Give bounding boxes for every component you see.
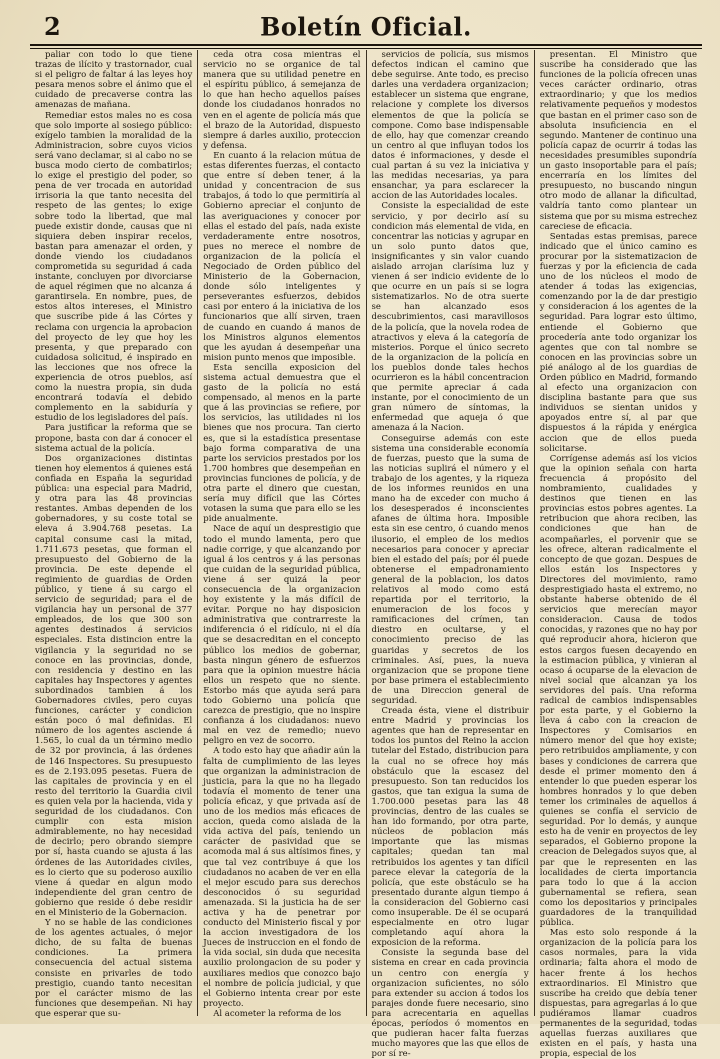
paragraph: Esta sencilla exposicion del sistema actual demuestra que el gasto de la policía no está compensado, al menos en la parte que á las provincias se refiere, por los servicios, las utilidades ni los bienes que nos procura. Tan cierto es, que si la estadística presentase bajo forma comparativa de una parte los servicios prestados por los 1.700 hombres que desempeñan en provincias funciones de policía, y de otra parte el dinero que cuestan, sería muy difícil que las Córtes votasen la suma que para ello se les pide anualmente. <box>203 362 361 525</box>
paragraph: Consiste la especialidad de este servicio, y por decirlo así su condicion más elemental de vida, en concentrar las noticias y agrupar en un solo punto datos que, insignificantes y sin valor cuando aislado arrojan clarísima luz y vienen á ser indicio evidente de lo que ocurre en un país si se logra sistematizarlos. No de otra suerte se han alcanzado esos descubrimientos, casi maravillosos de la policía, que la novela rodea de atractivos y eleva á la categoría de misterios. Porque el único secreto de la organizacion de la policía en los pueblos donde tales hechos ocurrieron es la hábil concentracion que permite apreciar á cada instante, por el conocimiento de un gran número de síntomas, la enfermedad que aqueja ó que amenaza á la Nacion. <box>371 201 529 434</box>
column-1 <box>30 50 198 1019</box>
column-4 <box>535 50 702 1059</box>
masthead-rule <box>30 48 702 49</box>
paragraph: Y no se hable de las condiciones de los agentes actuales, ó mejor dicho, de su falta de buenas condiciones. La primera consecuencia del actual sistema consiste en privarles de todo prestigio, cuando tanto necesitan por el carácter mismo de las funciones que desempeñan. Ni hay que esperar que su- <box>35 918 193 1019</box>
paragraph: paliar con todo lo que tiene trazas de ilícito y trastornador, cual si el peligro de faltar á las leyes hoy pesara menos sobre el ánimo que el cuidado de precaverse contra las amenazas de mañana. <box>35 50 193 111</box>
paragraph: Consiste la segunda base del sistema en crear en cada provincia un centro con energía y organizacion suficientes, no sólo para extender su accion á todos los parajes donde fuere necesario, sino para acrecentaria en aquellas épocas, períodos ó momentos en que pudieran hacer falta fuerzas mucho mayores que las que ellos de por sí re- <box>371 948 529 1059</box>
paragraph: presentan. El Ministro que suscribe ha considerado que las funciones de la policía ofrecen unas veces carácter ordinario, otras extraordinario; y que los medios relativamente pequeños y modestos que bastan en el primer caso son de absoluta insuficiencia en el segundo. Mantener de continuo una policía capaz de ocurrir á todas las necesidades presumibles supondría un gasto insoportable para el país; encerraría en los límites del presupuesto, no buscando ningun otro modo de allanar la dificultad, valdría tanto como plantear un sistema que por su misma estrechez careciese de eficacia. <box>539 50 697 232</box>
paragraph: Al acometer la reforma de los <box>213 1008 342 1019</box>
page-number: 2 <box>44 12 61 41</box>
paragraph: Remediar estos males no es cosa que solo importe al sosiego público: exígelo tambien la moralidad de la Administracion, sobre cuyos vicios será vano declamar, si al cabo no se busca modo cierto de combatirlos; lo exige el prestigio del poder, so pena de ver trocada en autoridad irrisoria la que tanto necesita del respeto de las gentes; lo exige sobre todo la libertad, que mal puede existir donde, causas que ni siquiera deben inspirar recelos, bastan para amenazar el orden, y donde viendo los ciudadanos comprometida su seguridad á cada instante, concluyen por divorciarse de aquel régimen que no alcanza á garantirsela. En nombre, pues, de estos altos intereses, el Ministro que suscribe pide á las Córtes y reclama con urgencia la aprobacion del proyecto de ley que hoy les presenta, y que preparado con cuidadosa solicitud, é inspirado en las lecciones que nos ofrece la experiencia de otros pueblos, así como la nuestra propia, sin duda encontrará todavía el debido complemento en la sabiduría y estudio de los legisladores del país. <box>35 110 193 424</box>
paragraph: En cuanto á la relacion mútua de estas diferentes fuerzas, el contacto que entre sí deben tener, á la unidad y concentracion de sus trabajos, á todo lo que permitiría al Gobierno apreciar el conjunto de las averiguaciones y conocer por ellas el estado del país, nada existe verdaderamente entre nosotros, pues no merece el nombre de organizacion de la policía el Negociado de Orden público del Ministerio de la Gobernacion, donde sólo inteligentes y perseverantes esfuerzos, debidos casi por entero á la iniciativa de los funcionarios que allí sirven, traen de cuando en cuando á manos de los Ministros algunos elementos que les ayudan á desempeñar una mision punto menos que imposible. <box>203 150 361 363</box>
paragraph: Conseguirse además con este sistema una considerable economía de fuerzas, puesto que la suma de las noticias suplirá el número y el trabajo de los agentes, y la riqueza de los informes reunidos en una mano ha de exceder con mucho á los desesperados é inconscientes afanes de última hora. Imposible esta sin ese centro, ó cuando menos ilusorio, el empleo de los medios necesarios para conocer y apreciar bien el estado del país; por él puede obtenerse el empadronamiento general de la poblacion, los datos relativos al modo como está repartida por el territorio, la enumeracion de los focos y ramificaciones del crímen, tan diestro en ocultarse, y el conocimiento preciso de las guaridas y secretos de los criminales. Así, pues, la nueva organizacion que se propone tiene por base primera el establecimiento de una Direccion general de seguridad. <box>371 433 529 706</box>
newspaper-title: Boletín Oficial. <box>260 11 472 42</box>
masthead <box>30 10 702 46</box>
paragraph: A todo esto hay que añadir aún la falta de cumplimiento de las leyes que organizan la administracion de justicia, para la que no ha llegado todavía el momento de tener una policía eficaz, y que privada así de uno de los medios más eficaces de accion, queda como aislada de la vida activa del país, teniendo un carácter de pasividad que se acomoda mal á sus altísimos fines, y que tal vez contribuye á que los ciudadanos no acaben de ver en ella el mejor escudo para sus derechos desconocidos ó su seguridad amenazada. Si la justicia ha de ser activa y ha de penetrar por conducto del Ministerio fiscal y por la accion investigadora de los Jueces de instruccion en el fondo de la vida social, sin duda que necesita auxilio prolongacion de su poder y auxiliares medios que conozco bajo el nombre de policía judicial, y que el Gobierno intenta crear por este proyecto. <box>203 746 361 1009</box>
paragraph: Sentadas estas premisas, parece indicado que el único camino es procurar por la sistematizacion de fuerzas y por la eficiencia de cada uno de los núcleos el modo de atender á todas las exigencias, comenzando por la de dar prestigio y consideracion á los agentes de la seguridad. Para lograr esto último, entiende el Gobierno que procedería ante todo organizar los agentes que con tal nombre se conocen en las provincias sobre un pié análogo al de los guardias de Orden público en Madrid, formando al efecto una organizacion con disciplina bastante para que sus individuos se sientan unidos y apoyados entre sí, al par que dispuestos á la rápida y enérgica accion que de ellos pueda solicitarse. <box>539 231 697 454</box>
paragraph: ceda otra cosa mientras el servicio no se organice de tal manera que su utilidad penetre en el espíritu público, á semejanza de lo que han hecho aquellos países donde los ciudadanos honrados no ven en el agente de policía más que el brazo de la Autoridad, dispuesto siempre á darles auxilio, proteccion y defensa. <box>203 50 361 151</box>
paragraph: Para justificar la reforma que se propone, basta con dar á conocer el sistema actual de la policía. <box>35 423 193 454</box>
column-3 <box>367 50 535 1059</box>
paragraph: servicios de policía, sus mismos defectos indican el camino que debe seguirse. Ante todo, es preciso darles una verdadera organizacion; establecer un sistema que engrane, relacione y complete los diversos elementos de que la policía se compone. Como base indispensable de ello, hay que comenzar creando un centro al que influyan todos los datos é informaciones, y desde el cual partan á su vez la iniciativa y las medidas necesarias, ya para ensanchar, ya para esclarecer la accion de las Autoridades locales. <box>371 50 529 202</box>
paragraph: Creada ésta, viene el distribuir entre Madrid y provincias los agentes que han de representar en todos los puntos del Reino la accion tutelar del Estado, distribucion para la cual no se ofrece hoy más obstáculo que la escasez del presupuesto. Son tan reducidos los gastos, que tan exigua la suma de 1.700.000 pesetas para las 48 provincias, dentro de las cuales se han ido formando, por otra parte, núcleos de poblacion más importante que las mismas capitales; quedan tan mal retribuidos los agentes y tan difícil parece elevar la categoría de la policía, que este obstáculo se ha presentado durante algun tiempo á la consideracion del Gobierno casi como insuperable. De él se ocupará especialmente en otro lugar completando aquí ahora la exposicion de la reforma. <box>371 706 529 949</box>
paragraph: Corrígense además así los vicios que la opinion señala con harta frecuencia á propósito del nombramiento, cualidades y destinos que tienen en las provincias estos pobres agentes. La retribucion que ahora reciben, las condiciones que han de acompañarles, el porvenir que se les ofrece, alteran radicalmente el concepto de que gozan. Despues de ellos están los Inspectores y Directores del movimiento, ramo desprestigiado hasta el extremo, no obstante haberse obtenido de él servicios que merecían mayor consideracion. Causa de todos conocidas, y razones que no hay por qué reproducir ahora, hicieron que estos cargos fuesen decayendo en la estimacion pública, y vinieran al ocaso á ocuparse de la elevacion de nivel social que alcanzan ya los servidores del país. Una reforma radical de cambios indispensables por esta parte, y el Gobierno la lleva á cabo con la creacion de Inspectores y Comisarios en número menor del que hoy existe; pero retribuidos ampliamente, y con bases y condiciones de carrera que desde el primer momento den á entender lo que pueden esperar los hombres honrados y lo que deben temer los criminales de aquellos á quienes se confía el servicio de seguridad. Por lo demás, y aunque esto ha de venir en proyectos de ley separados, el Gobierno propone la creacion de Delegados suyos que, al par que le representen en las localidades de cierta importancia para todo lo que á la accion gubernamental se refiera, sean como los depositarios y principales guardadores de la tranquilidad pública. <box>539 453 697 929</box>
text-columns <box>30 50 702 1059</box>
paragraph: Mas esto solo responde á la organizacion de la policía para los casos normales, para la vida ordinaria; falta ahora el modo de hacer frente á los hechos extraordinarios. El Ministro que suscribe ha creido que debía tener dispuestas, para agregarlas á lo que pudiéramos llamar cuadros permanentes de la seguridad, todas aquellas fuerzas auxiliares que existen en el país, y hasta una propia, especial de los <box>539 928 697 1059</box>
paragraph: Dos organizaciones distintas tienen hoy elementos á quienes está confiada en España la seguridad pública: una especial para Madrid, y otra para las 48 provincias restantes. Ambas dependen de los gobernadores, y su coste total se eleva á 3.904.768 pesetas. La capital consume casi la mitad, 1.711.673 pesetas, que forman el presupuesto del Gobierno de la provincia. De este depende el regimiento de guardias de Orden público, y tiene á su cargo el servicio de seguridad; para el de vigilancia hay un personal de 377 empleados, de los que 300 son agentes destinados á servicios especiales. Esta distincion entre la vigilancia y la seguridad no se conoce en las provincias, donde, con residencia y destino en las capitales hay Inspectores y agentes subordinados tambien á los Gobernadores civiles, pero cuyas funciones, carácter y condicion están poco ó mal definidas. El número de los agentes asciende á 1.565, lo cual da un término medio de 32 por provincia, á las órdenes de 146 Inspectores. Su presupuesto es de 2.193.095 pesetas. Fuera de las capitales de provincia y en el resto del territorio la Guardia civil es quien vela por la hacienda, vida y seguridad de los ciudadanos. Con cumplir con esta mision admirablemente, no hay necesidad de decirlo; pero obrando siempre por sí, hasta cuando se ajusta á las órdenes de las Autoridades civiles, es lo cierto que su poderoso auxilio viene á quedar en algun modo independiente del gran centro de gobierno que reside ó debe residir en el Ministerio de la Gobernacion. <box>35 453 193 918</box>
column-2 <box>198 50 366 1019</box>
paragraph: Nace de aquí un desprestigio que todo el mundo lamenta, pero que nadie corrige, y que alcanzando por igual á los centros y á las personas que cuidan de la seguridad pública, viene á ser quizá la peor consecuencia de la organizacion hoy existente y la más difícil de evitar. Porque no hay disposicion administrativa que contrarreste la indiferencia ó el ridículo, ni el día que se desacreditan en el concepto público los medios de gobernar, basta ningun género de esfuerzos para que la opinion muestre hácia ellos un respeto que no siente. Estorbo más que ayuda será para todo Gobierno una policía que carezca de prestigio, que no inspire confianza á los ciudadanos: nuevo mal en vez de remedio; nuevo peligro en vez de socorro. <box>203 524 361 747</box>
